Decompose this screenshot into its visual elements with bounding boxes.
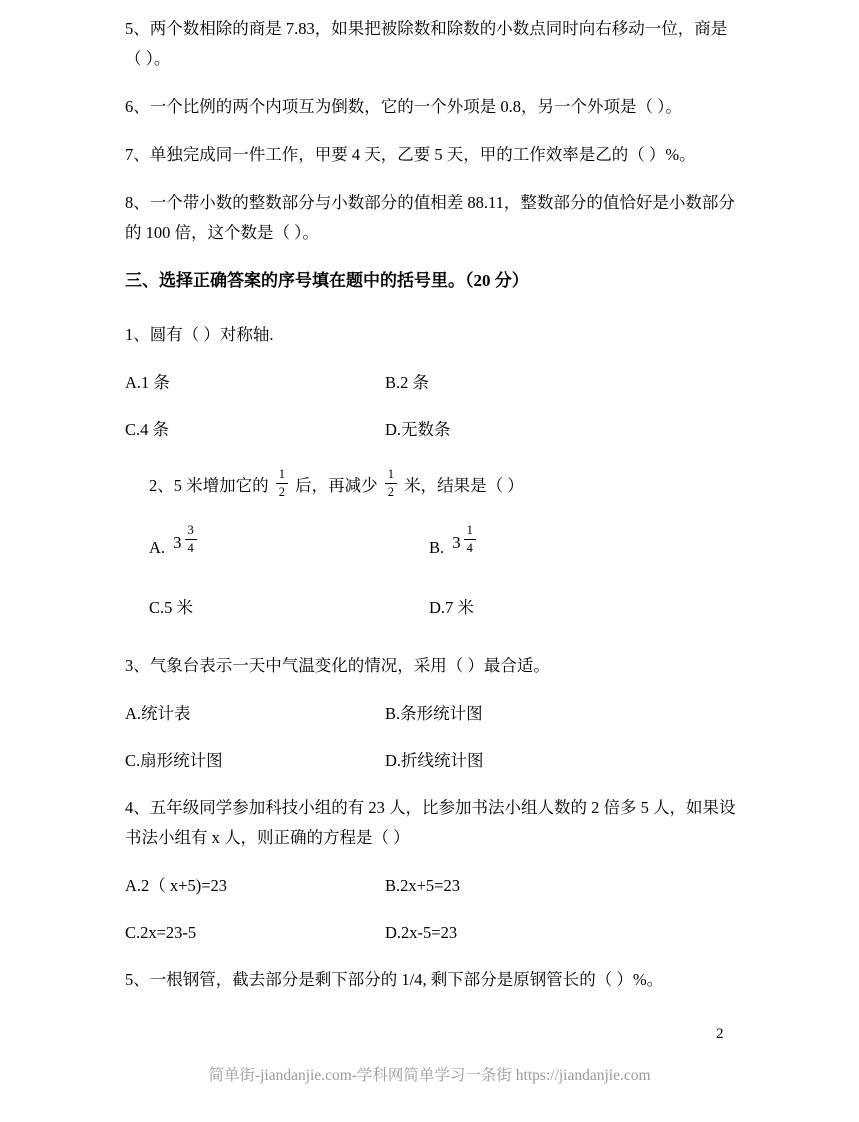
q3-option-c: C.扇形统计图 — [125, 751, 223, 771]
q3-option-d: D.折线统计图 — [385, 751, 484, 771]
fraction-three-quarters-icon — [185, 523, 197, 555]
choice-question-3: 3、气象台表示一天中气温变化的情况，采用（ ）最合适。 — [125, 656, 550, 676]
fill-question-7: 7、单独完成同一件工作，甲要 4 天，乙要 5 天，甲的工作效率是乙的（ ）%。 — [125, 145, 696, 164]
choice-question-1: 1、圆有（ ）对称轴. — [125, 325, 274, 344]
choice-question-5: 5、一根钢管，截去部分是剩下部分的 1/4, 剩下部分是原钢管长的（ ）%。 — [125, 970, 664, 990]
q2-text-suffix: 米，结果是（ ） — [404, 476, 524, 495]
fraction-one-half-icon — [385, 467, 397, 499]
q3-options-cd — [125, 746, 739, 776]
q1-option-c: C.4 条 — [125, 420, 170, 439]
fraction-denominator: 2 — [387, 484, 394, 499]
fill-question-6: 6、一个比例的两个内项互为倒数，它的一个外项是 0.8，另一个外项是（ ）。 — [125, 97, 682, 116]
q2-options-ab — [125, 523, 739, 565]
q4-options-ab — [125, 871, 739, 901]
fraction-numerator: 3 — [185, 523, 197, 539]
section-heading: 三、选择正确答案的序号填在题中的括号里。（20 分） — [125, 271, 529, 290]
q4-options-cd — [125, 918, 739, 948]
fraction-numerator: 1 — [385, 467, 397, 483]
q1-options-cd — [125, 415, 739, 445]
q2-option-c: C.5 米 — [149, 598, 194, 618]
q2-options-cd — [125, 593, 739, 623]
footer-watermark: 简单街-jiandanjie.com-学科网简单学习一条街 https://jiandanjie.com — [208, 1067, 651, 1084]
q3-options-ab — [125, 699, 739, 729]
exam-page-content — [125, 14, 739, 1013]
q2-option-b — [429, 523, 739, 565]
q4-option-b: B.2x+5=23 — [385, 876, 460, 896]
fraction-one-quarter-icon — [464, 523, 476, 555]
fraction-denominator: 2 — [278, 484, 285, 499]
choice-question-4: 4、五年级同学参加科技小组的有 23 人，比参加书法小组人数的 2 倍多 5 人，如果设书法小组有 x 人，则正确的方程是（ ） — [125, 798, 736, 848]
q2-text-mid: 后，再减少 — [295, 476, 378, 495]
fraction-denominator: 4 — [187, 540, 194, 555]
q3-option-a: A.统计表 — [125, 704, 191, 724]
q4-option-c: C.2x=23-5 — [125, 923, 197, 943]
q1-option-a: A.1 条 — [125, 373, 170, 392]
fraction-numerator: 1 — [276, 467, 288, 483]
fraction-one-half-icon — [276, 467, 288, 499]
q2-text-prefix: 2、5 米增加它的 — [149, 476, 269, 495]
q3-option-b: B.条形统计图 — [385, 704, 483, 724]
fraction-denominator: 4 — [466, 540, 473, 555]
fill-question-5: 5、两个数相除的商是 7.83，如果把被除数和除数的小数点同时向右移动一位，商是（ ）。 — [125, 19, 728, 68]
mixed-number-three-and-one-quarter — [452, 523, 479, 559]
page-number: 2 — [716, 1026, 724, 1042]
q4-option-a: A.2（ x+5)=23 — [125, 876, 228, 896]
mixed-number-three-and-three-quarters — [173, 523, 200, 559]
fill-question-8: 8、一个带小数的整数部分与小数部分的值相差 88.11，整数部分的值恰好是小数部分的 100 倍，这个数是（ ）。 — [125, 193, 735, 242]
fraction-numerator: 1 — [464, 523, 476, 539]
choice-question-2 — [125, 467, 739, 503]
mixed-whole: 3 — [452, 533, 461, 553]
q4-option-d: D.2x-5=23 — [385, 923, 458, 943]
q1-options-ab — [125, 368, 739, 398]
q2-option-b-label: B. — [429, 538, 445, 558]
q2-option-d: D.7 米 — [429, 598, 474, 618]
q2-option-a-label: A. — [149, 538, 166, 558]
q1-option-b: B.2 条 — [385, 373, 430, 392]
q1-option-d: D.无数条 — [385, 420, 451, 439]
mixed-whole: 3 — [173, 533, 182, 553]
q2-option-a — [149, 523, 429, 565]
